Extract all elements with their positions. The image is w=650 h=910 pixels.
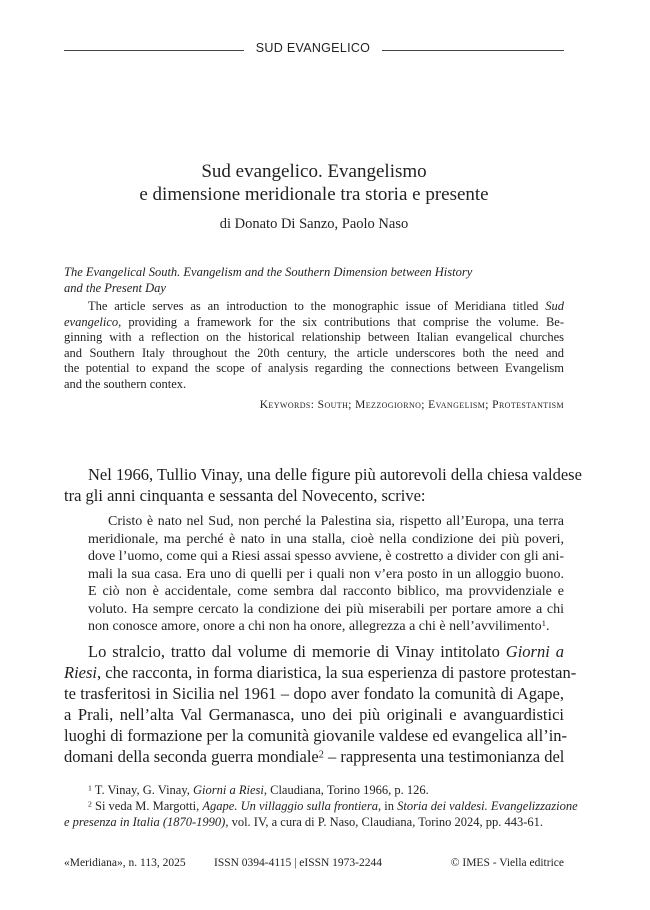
article-title-line-2: e dimensione meridionale tra storia e presente — [139, 184, 489, 205]
body-line: te trasferitosi in Sicilia nel 1961 – dopo aver fondato la comunità di Agape, — [64, 684, 564, 703]
quote-line: non conosce amore, onore a chi non ha onore, allegrezza a chi è nell’avvilimento$^1$. — [88, 618, 550, 634]
article-authors: di Donato Di Sanzo, Paolo Naso — [219, 216, 409, 232]
abstract-line: and the southern contex. — [64, 376, 187, 391]
quote-line: voluto. Ha sempre cercato la condizione dei più miserabili per portare amore a chi — [88, 601, 564, 617]
body-line: tra gli anni cinquanta e sessanta del Novecento, scrive: — [64, 486, 426, 505]
quote-line: Cristo è nato nel Sud, non perché la Palestina sia, rispetto all’Europa, una terra — [108, 514, 564, 529]
article-title-line-1: Sud evangelico. Evangelismo — [201, 161, 427, 182]
paragraph-2 — [64, 641, 577, 767]
issn: ISSN 0394-4115 | eISSN 1973-2244 — [214, 857, 382, 869]
page-footer — [64, 857, 564, 873]
body-line: domani della seconda guerra mondiale$^2$ – rappresenta una testimonianza del — [64, 747, 565, 766]
english-title-line-2: and the Present Day — [64, 280, 166, 295]
footnote-ref-1[interactable]: 1 — [541, 618, 546, 629]
body-line: Riesi, che racconta, in forma diaristica, la sua esperienza di pastore protestan- — [64, 663, 577, 682]
quote-line: mali la sua casa. Era uno di quelli per i quali non v’era posto in un alloggio buono. — [88, 566, 564, 582]
publisher: © IMES - Viella editrice — [450, 857, 564, 869]
quote-line: E ciò non è accidentale, come sembra dal racconto biblico, ma provvidenziale e — [88, 584, 564, 599]
journal-citation: «Meridiana», n. 113, 2025 — [64, 857, 186, 869]
quote-line: meridionale, ma perché è nato in una stalla, cioè nella condizione dei più poveri, — [88, 531, 564, 547]
footnote-2-continued: e presenza in Italia (1870-1990), vol. IV, a cura di P. Naso, Claudiana, Torino 2024, pp. 443-61. — [64, 815, 544, 829]
english-title — [64, 265, 574, 296]
abstract — [64, 299, 564, 392]
abstract-line: ginning with a reflection on the historical relationship between Italian evangelical churches — [64, 330, 564, 344]
abstract-line: the potential to expand the scope of analysis regarding the connections between Evangelism — [64, 361, 564, 375]
abstract-line: The article serves as an introduction to the monographic issue of Meridiana titled Sud — [88, 299, 564, 313]
body-line: Lo stralcio, tratto dal volume di memorie di Vinay intitolato Giorni a — [88, 642, 564, 661]
footnote-2: $^2$ Si veda M. Margotti, Agape. Un villaggio sulla frontiera, in Storia dei valdesi. Evangelizzazione — [88, 799, 578, 813]
abstract-line: evangelico, providing a framework for the six contributions that comprise the volume. Be- — [64, 314, 564, 329]
header-rule-right — [382, 50, 564, 51]
paragraph-1 — [64, 464, 582, 506]
running-head: SUD EVANGELICO — [255, 41, 371, 55]
header-rule-left — [64, 50, 244, 51]
keywords: Keywords: South; Mezzogiorno; Evangelism; Protestantism — [259, 399, 564, 411]
block-quote — [88, 513, 564, 636]
abstract-line: and Southern Italy throughout the 20th century, the article underscores both the need and — [64, 345, 564, 360]
body-line: luoghi di formazione per la comunità giovanile valdese ed evangelica all’in- — [64, 726, 568, 745]
quote-line: dove l’uomo, come qui a Riesi assai spesso avviene, è costretto a divider con gli ani- — [88, 549, 564, 564]
english-title-line-1: The Evangelical South. Evangelism and the Southern Dimension between History — [64, 265, 473, 279]
footnote-1: $^1$ T. Vinay, G. Vinay, Giorni a Riesi, Claudiana, Torino 1966, p. 126. — [88, 783, 429, 797]
body-line: Nel 1966, Tullio Vinay, una delle figure più autorevoli della chiesa valdese — [88, 465, 582, 484]
footnotes — [64, 782, 578, 830]
body-line: a Prali, nell’alta Val Germanasca, uno dei più originali e avanguardistici — [64, 705, 564, 724]
page-header — [64, 40, 564, 60]
footnote-ref-2[interactable]: 2 — [318, 749, 324, 761]
